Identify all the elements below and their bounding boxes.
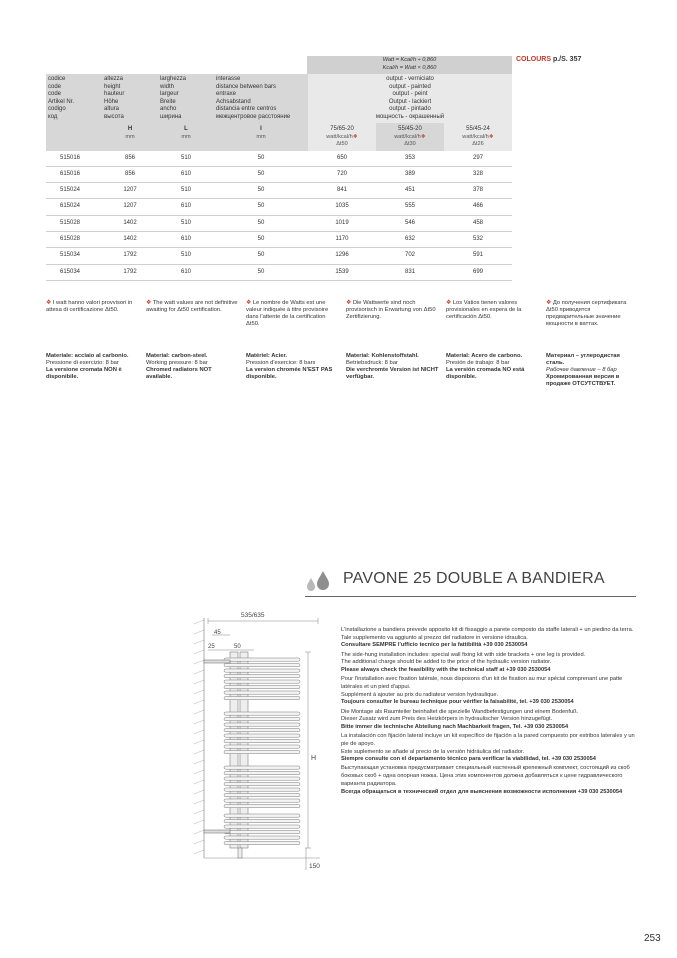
- output-header-75-65-20: 75/65-20 watt/kcal/h❖ Δt50: [308, 123, 376, 151]
- table-row: 615034 1792 610 50 1539 831 699: [46, 264, 512, 280]
- radiator-tube: [224, 831, 300, 834]
- formula-line-1: Watt = Kcal/h ÷ 0,860: [382, 57, 437, 63]
- radiator-tube: [224, 788, 300, 791]
- title-divider: [305, 596, 636, 597]
- wall-hatch: [194, 618, 204, 858]
- technical-drawing: [190, 600, 340, 875]
- conversion-formula: [307, 56, 512, 74]
- desc-es: La instalación con fijación lateral incluye un kit específico de fijación a la pared compuesto por estribos laterales y un pie de apoyo. Este suplemento se añade al precio de la versión hidráulica del radiador. Siempre consulte con el departamento técnico para verificar la viabilidad, tel. +39 030 2530054: [341, 733, 635, 763]
- table-row: 515024 1207 510 50 841 451 378: [46, 183, 512, 199]
- unit-interaxis: I mm: [214, 123, 308, 151]
- desc-de: Die Montage als Raumteiler beinhaltet die spezielle Wandbefestigungen und einem Bodenfuß. Dieser Zusatz wird zum Preis des Heizkörpers in hydraulischer Version hinzugefügt. Bitte immer die technische Abteilung nach Machbarkeit fragen, Tel. +39 030 2530054: [341, 708, 579, 730]
- col-header-width: larghezza width largeur Breite ancho ширина: [158, 74, 214, 123]
- output-header-55-45-20: 55/45-20 watt/kcal/h❖ Δt30: [376, 123, 444, 151]
- colours-label: COLOURS: [516, 56, 551, 63]
- note-ru: ❖ До получения сертификата Δt50 приводятся предварительные значение мощности в ваттах.: [546, 300, 627, 327]
- material-fr: Matériel: Acier. Pression d'exercice: 8 bars La version chromée N'EST PAS disponible.: [246, 353, 333, 380]
- water-drops-icon: [305, 569, 337, 593]
- diamond-icon: ❖: [246, 300, 252, 306]
- table-row: 615016 856 610 50 720 389 328: [46, 166, 512, 182]
- dim-25-label: 25: [208, 644, 215, 650]
- radiator-tube: [224, 794, 300, 797]
- desc-it: L'installazione a bandiera prevede apposito kit di fissaggio a parete composto da staffe laterali + un piedino da terra. Tale supplemento va aggiunto al prezzo del radiatore in versione idraulica. Consultare SEMPRE l'ufficio tecnico per la fattibilità +39 030 2530054: [341, 627, 634, 649]
- note-es: ❖ Los Vatios tienen valores provisionales en espera de la certificación Δt50.: [446, 300, 522, 320]
- radiator-tube: [224, 686, 300, 689]
- col-header-output: output - verniciato output - painted output - peint Output - lackiert output - pintado мощность - окрашенный: [308, 74, 512, 123]
- radiator-tube: [224, 805, 300, 808]
- diamond-icon: ❖: [146, 300, 152, 306]
- radiator-tube: [224, 842, 300, 845]
- dim-width-label: 535/635: [241, 612, 265, 619]
- radiator-tube: [224, 825, 300, 828]
- table-row: 615028 1402 610 50 1170 632 532: [46, 231, 512, 247]
- desc-fr: Pour l'installation avec fixation latérale, nous disposons d'un kit de fixation au mur spécial comprenant une patte latérales et un pied d'appui. Supplément à ajouter au prix du radiateur version hydraulique. Toujours consulter le bureau technique pour vérifier la faisabilité, tel. +39 030 2530054: [341, 676, 623, 706]
- dim-h-label: H: [311, 755, 317, 762]
- table-row: 615024 1207 610 50 1035 555 466: [46, 199, 512, 215]
- radiator-tube: [224, 658, 300, 661]
- radiator-tube: [224, 777, 300, 780]
- material-it: Materiale: acciaio al carbonio. Pressione di esercizio: 8 bar La versione cromata NON è disponibile.: [46, 353, 129, 380]
- diamond-icon: ❖: [446, 300, 452, 306]
- note-it: ❖ I watt hanno valori provvisori in attesa di certificazione Δt50.: [46, 300, 133, 313]
- radiator-tube: [224, 729, 300, 732]
- desc-ru: Выступающая установка предусматривает специальный настенный крепежный комплект, состоящий из скоб боковых скоб + одна опорная ножка. Цена этих компонентов должна добавляться к цене гидравлического варианта радиатора. Всегда обращаться в технический отдел для выяснения возможности исполнения +39 030 2530054: [341, 765, 630, 795]
- radiator-tube: [224, 664, 300, 667]
- radiator-tube: [224, 836, 300, 839]
- radiator-tube: [224, 751, 300, 754]
- installation-description: [341, 627, 637, 798]
- diamond-icon: ❖: [352, 133, 358, 140]
- colours-page-ref: p./S. 357: [552, 56, 582, 63]
- radiator-tube: [224, 691, 300, 694]
- spec-table: [46, 74, 512, 281]
- note-de: ❖ Die Wattwerte sind noch provisorisch in Erwartung von Δt50 Zertifizierung.: [346, 300, 436, 320]
- header-units-row: [46, 123, 512, 151]
- material-es: Material: Acero de carbono. Presión de trabajo: 8 bar La versión cromada NO está disponible.: [446, 353, 525, 380]
- note-en: ❖ The watt values are not definitive awaiting for Δt50 certification.: [146, 300, 238, 313]
- radiator-tube: [224, 718, 300, 721]
- dim-45-label: 45: [214, 630, 221, 636]
- radiator-tube: [224, 675, 300, 678]
- col-header-height: altezza height hauteur Höhe altura высота: [102, 74, 158, 123]
- table-row: 515028 1402 510 50 1019 546 458: [46, 215, 512, 231]
- radiator-tube: [224, 723, 300, 726]
- diamond-icon: ❖: [46, 300, 52, 306]
- unit-height: H mm: [102, 123, 158, 151]
- table-row: 515034 1792 510 50 1296 702 591: [46, 248, 512, 264]
- radiator-tube: [224, 712, 300, 715]
- radiator-tube: [224, 814, 300, 817]
- diamond-icon: ❖: [346, 300, 352, 306]
- product-title: PAVONE 25 DOUBLE A BANDIERA: [343, 570, 605, 587]
- material-de: Material: Kohlenstoffstahl. Betriebsdruck: 8 bar Die verchromte Version ist NICHT verfügbar.: [346, 353, 439, 380]
- radiator-tube: [224, 820, 300, 823]
- header-labels-row: [46, 74, 512, 123]
- radiator-tube: [224, 680, 300, 683]
- radiator-tube: [224, 766, 300, 769]
- diamond-icon: ❖: [488, 133, 494, 140]
- formula-line-2: Kcal/h = Watt × 0,860: [382, 64, 437, 71]
- desc-en: The side-hung installation includes: special wall fixing kit with side brackets + one leg is provided. The additional charge should be added to the price of the hydraulic version radiator. Please always check the feasibility with the technical staff at +39 030 2530054: [341, 651, 586, 674]
- col-header-code: codice code code Artikel Nr. codigo код: [46, 74, 102, 123]
- dim-50-label: 50: [234, 644, 241, 650]
- radiator-tube: [224, 799, 300, 802]
- colours-reference[interactable]: [516, 56, 581, 63]
- output-header-55-45-24: 55/45-24 watt/kcal/h❖ Δt26: [444, 123, 512, 151]
- table-row: 515016 856 510 50 650 353 297: [46, 151, 512, 167]
- col-header-interaxis: interasse distance between bars entraxe Achsabstand distancia entre centros межцентровое расстояние: [214, 74, 308, 123]
- radiator-tubes: [224, 658, 300, 845]
- radiator-tube: [224, 734, 300, 737]
- diamond-icon: ❖: [420, 133, 426, 140]
- material-en: Material: carbon-steel. Working pressure: 8 bar Chromed radiators NOT available.: [146, 353, 212, 380]
- radiator-tube: [224, 740, 300, 743]
- radiator-tube: [224, 697, 300, 700]
- radiator-tube: [224, 772, 300, 775]
- radiator-tube: [224, 669, 300, 672]
- material-ru: Материал – углеродистая сталь. Рабочее давление – 8 бар Хромированная версия в продаже ОТСУТСТВУЕТ.: [546, 353, 620, 387]
- radiator-tube: [224, 745, 300, 748]
- unit-width: L mm: [158, 123, 214, 151]
- diamond-icon: ❖: [546, 300, 552, 306]
- page-number: 253: [644, 933, 661, 944]
- note-fr: ❖ Le nombre de Watts est une valeur indiquée à titre provisoire dans l'attente de la certification Δt50.: [246, 300, 329, 327]
- dim-150-label: 150: [309, 863, 320, 870]
- radiator-tube: [224, 783, 300, 786]
